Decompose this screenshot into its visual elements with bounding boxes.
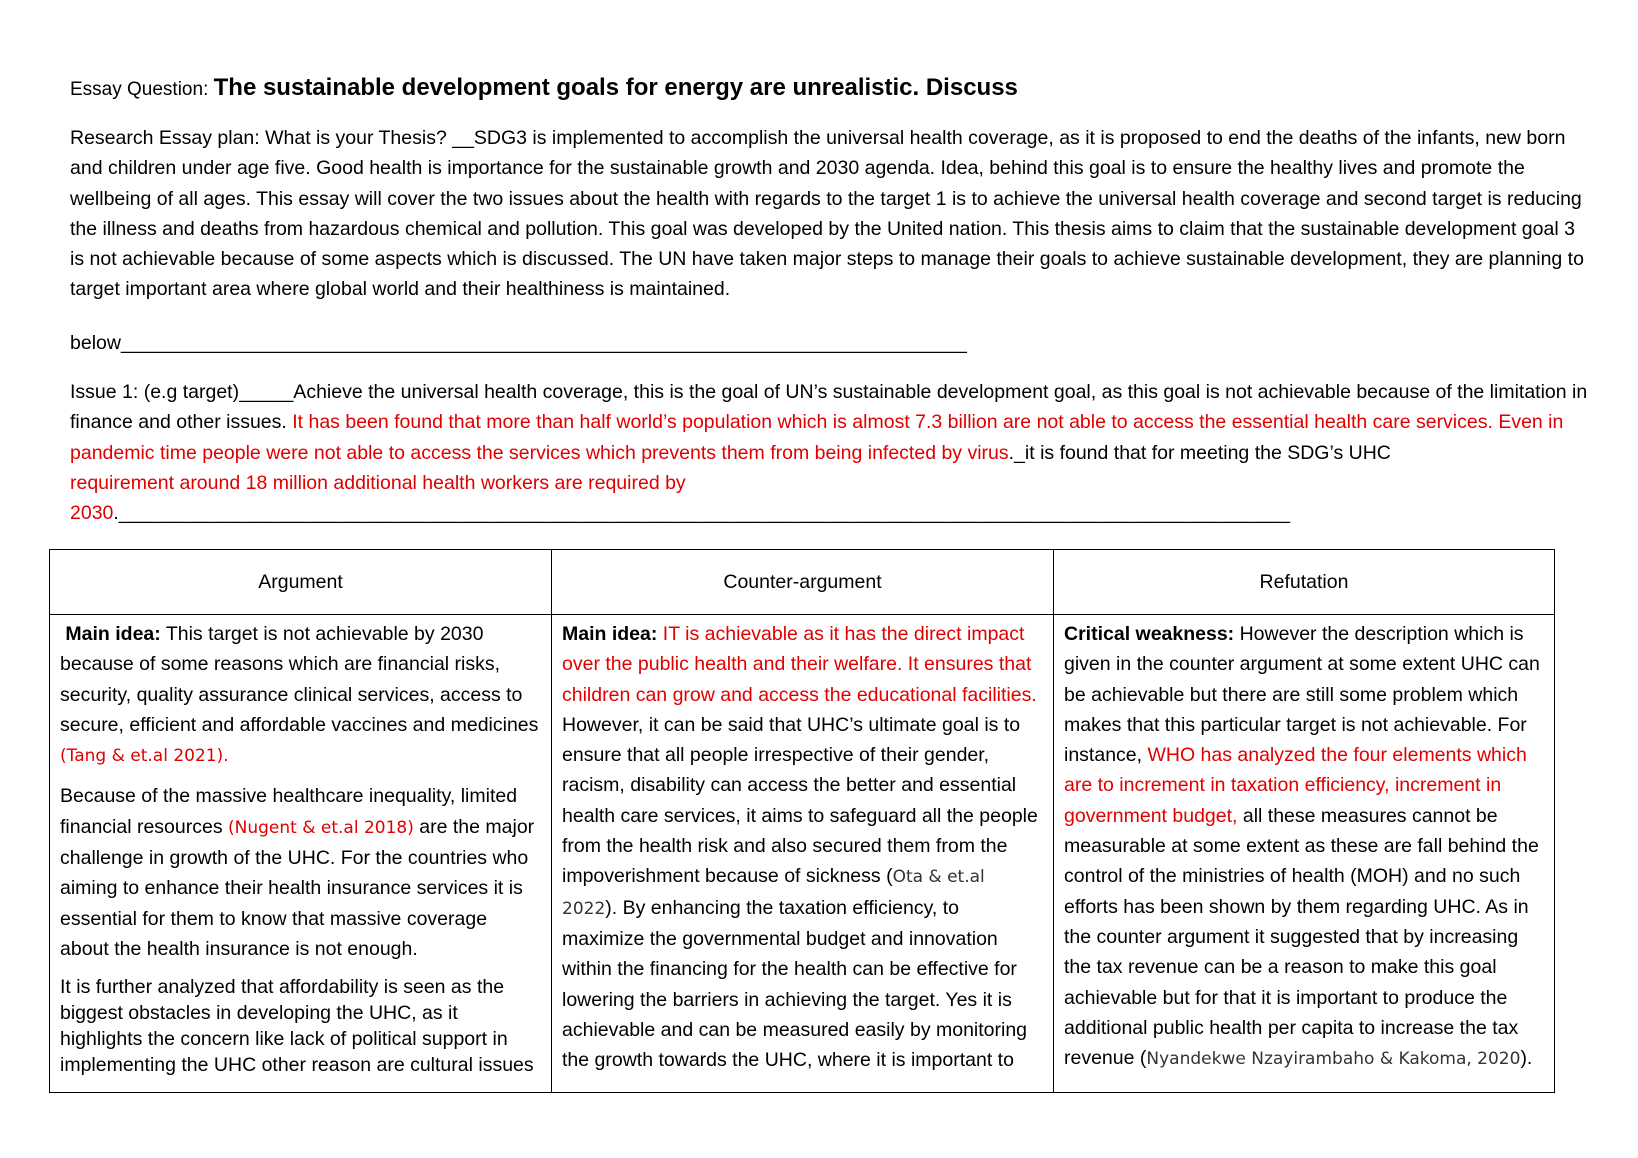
- table-body-row: [50, 615, 1555, 1093]
- essay-question-line: [70, 70, 1590, 108]
- header-counter-argument: Counter-argument: [552, 550, 1054, 615]
- essay-question-title: The sustainable development goals for energy are unrealistic. Discuss: [213, 74, 1018, 101]
- issue-1-evidence: It has been found that more than half world’s population which is almost 7.3 billion are not able to access the essential health care services. Even in pandemic time people were not able to access the services which prevents them from being infected by virus: [70, 411, 1564, 464]
- below-line: [70, 328, 1590, 358]
- argument-main-idea-text: This target is not achievable by 2030 because of some reasons which are financial risks, security, quality assurance clinical services, access to secure, efficient and affordable vaccines and medicines: [60, 623, 539, 736]
- refutation-text-a: However the description which is given in the counter argument at some extent UHC can be achievable but there are still some problem which makes that this particular target is not achievable. For instance,: [1064, 623, 1540, 767]
- thesis-text: Research Essay plan: What is your Thesis? __SDG3 is implemented to accomplish the universal health coverage, as it is proposed to end the deaths of the infants, new born and children under age five. Good health is importance for the sustainable growth and 2030 agenda. Idea, behind this goal is to ensure the healthy lives and promote the wellbeing of all ages. This essay will cover the two issues about the health with regards to the target 1 is to achieve the universal health coverage and second target is reducing the illness and deaths from hazardous chemical and pollution. This goal was developed by the United nation. This thesis aims to claim that the sustainable development goal 3 is not achievable because of some aspects which is discussed. The UN have taken major steps to manage their goals to achieve sustainable development, they are planning to target important area where global world and their healthiness is maintained.: [70, 127, 1584, 301]
- refutation-text-b: all these measures cannot be measurable at some extent as these are fall behind the control of the ministries of health (MOH) and no such efforts has been shown by them regarding UHC. As in the counter argument it suggested that by increasing the tax revenue can be a reason to make this goal achievable but for that it is important to produce the additional public health per capita to increase the tax revenue (: [1064, 804, 1539, 1070]
- counter-citation: Ota & et.al 2022: [562, 867, 985, 919]
- counter-text-b: ). By enhancing the taxation efficiency, to maximize the governmental budget and innovation within the financing for the health can be effective for lowering the barriers in achieving the target. Yes it is achievable and can be measured easily by monitoring the growth towards the UHC, where it is important to: [562, 896, 1028, 1072]
- issue-1-paragraph: [70, 377, 1590, 528]
- argument-para-2-a: Because of the massive healthcare inequality, limited financial resources: [60, 785, 518, 838]
- argument-table: [49, 549, 1555, 1093]
- issue-1-mid: ._it is found that for meeting the SDG’s UHC: [1008, 441, 1391, 464]
- argument-para-2-b: are the major challenge in growth of the UHC. For the countries who aiming to enhance their health insurance services it is essential for them to know that massive coverage about the health insurance is not enough.: [60, 815, 535, 960]
- refutation-text-c: ).: [1520, 1047, 1533, 1070]
- counter-argument-cell: [552, 615, 1054, 1093]
- argument-citation-2: (Nugent & et.al 2018): [228, 817, 414, 838]
- refutation-red: WHO has analyzed the four elements which are to increment in taxation efficiency, increment in government budget,: [1064, 744, 1527, 827]
- header-refutation: Refutation: [1054, 550, 1555, 615]
- counter-main-idea-label: Main idea:: [562, 623, 658, 645]
- counter-main-idea-red: IT is achievable as it has the direct impact over the public health and their welfare. It ensures that children can grow and access the educational facilities.: [562, 623, 1037, 706]
- refutation-cell: [1054, 615, 1555, 1093]
- below-line-text: below______________________________________________________________________________: [70, 332, 967, 354]
- issue-1-evidence-2: requirement around 18 million additional health workers are required by 2030: [70, 471, 686, 525]
- issue-1-tail: .____________________________________________________________________________________________________________: [113, 502, 1291, 525]
- argument-para-2: [60, 781, 541, 964]
- essay-question-label: Essay Question:: [70, 79, 209, 100]
- argument-para-3-text: It is further analyzed that affordability is seen as the biggest obstacles in developing the UHC, as it highlights the concern like lack of political support in implementing the UHC other reason are cultural issues: [60, 976, 534, 1077]
- argument-main-idea-label: Main idea:: [65, 623, 161, 645]
- counter-text-a: However, it can be said that UHC’s ultimate goal is to ensure that all people irrespective of their gender, racism, disability can access the better and essential health care services, it aims to safeguard all the people from the health risk and also secured them from the impoverishment because of sickness (: [562, 713, 1038, 888]
- argument-cell: [50, 615, 552, 1093]
- table-header-row: [50, 550, 1555, 615]
- thesis-paragraph: [70, 123, 1590, 305]
- argument-citation-1: (Tang & et.al 2021).: [60, 746, 229, 767]
- issue-1-intro: Issue 1: (e.g target)_____Achieve the universal health coverage, this is the goal of UN’s sustainable development goal, as this goal is not achievable because of the limitation in finance and other issues.: [70, 381, 1588, 434]
- header-argument: Argument: [50, 550, 552, 615]
- argument-para-1: [60, 619, 541, 771]
- refutation-citation: Nyandekwe Nzayirambaho & Kakoma, 2020: [1146, 1049, 1521, 1070]
- argument-para-3: [60, 974, 541, 1078]
- refutation-label: Critical weakness:: [1064, 623, 1235, 645]
